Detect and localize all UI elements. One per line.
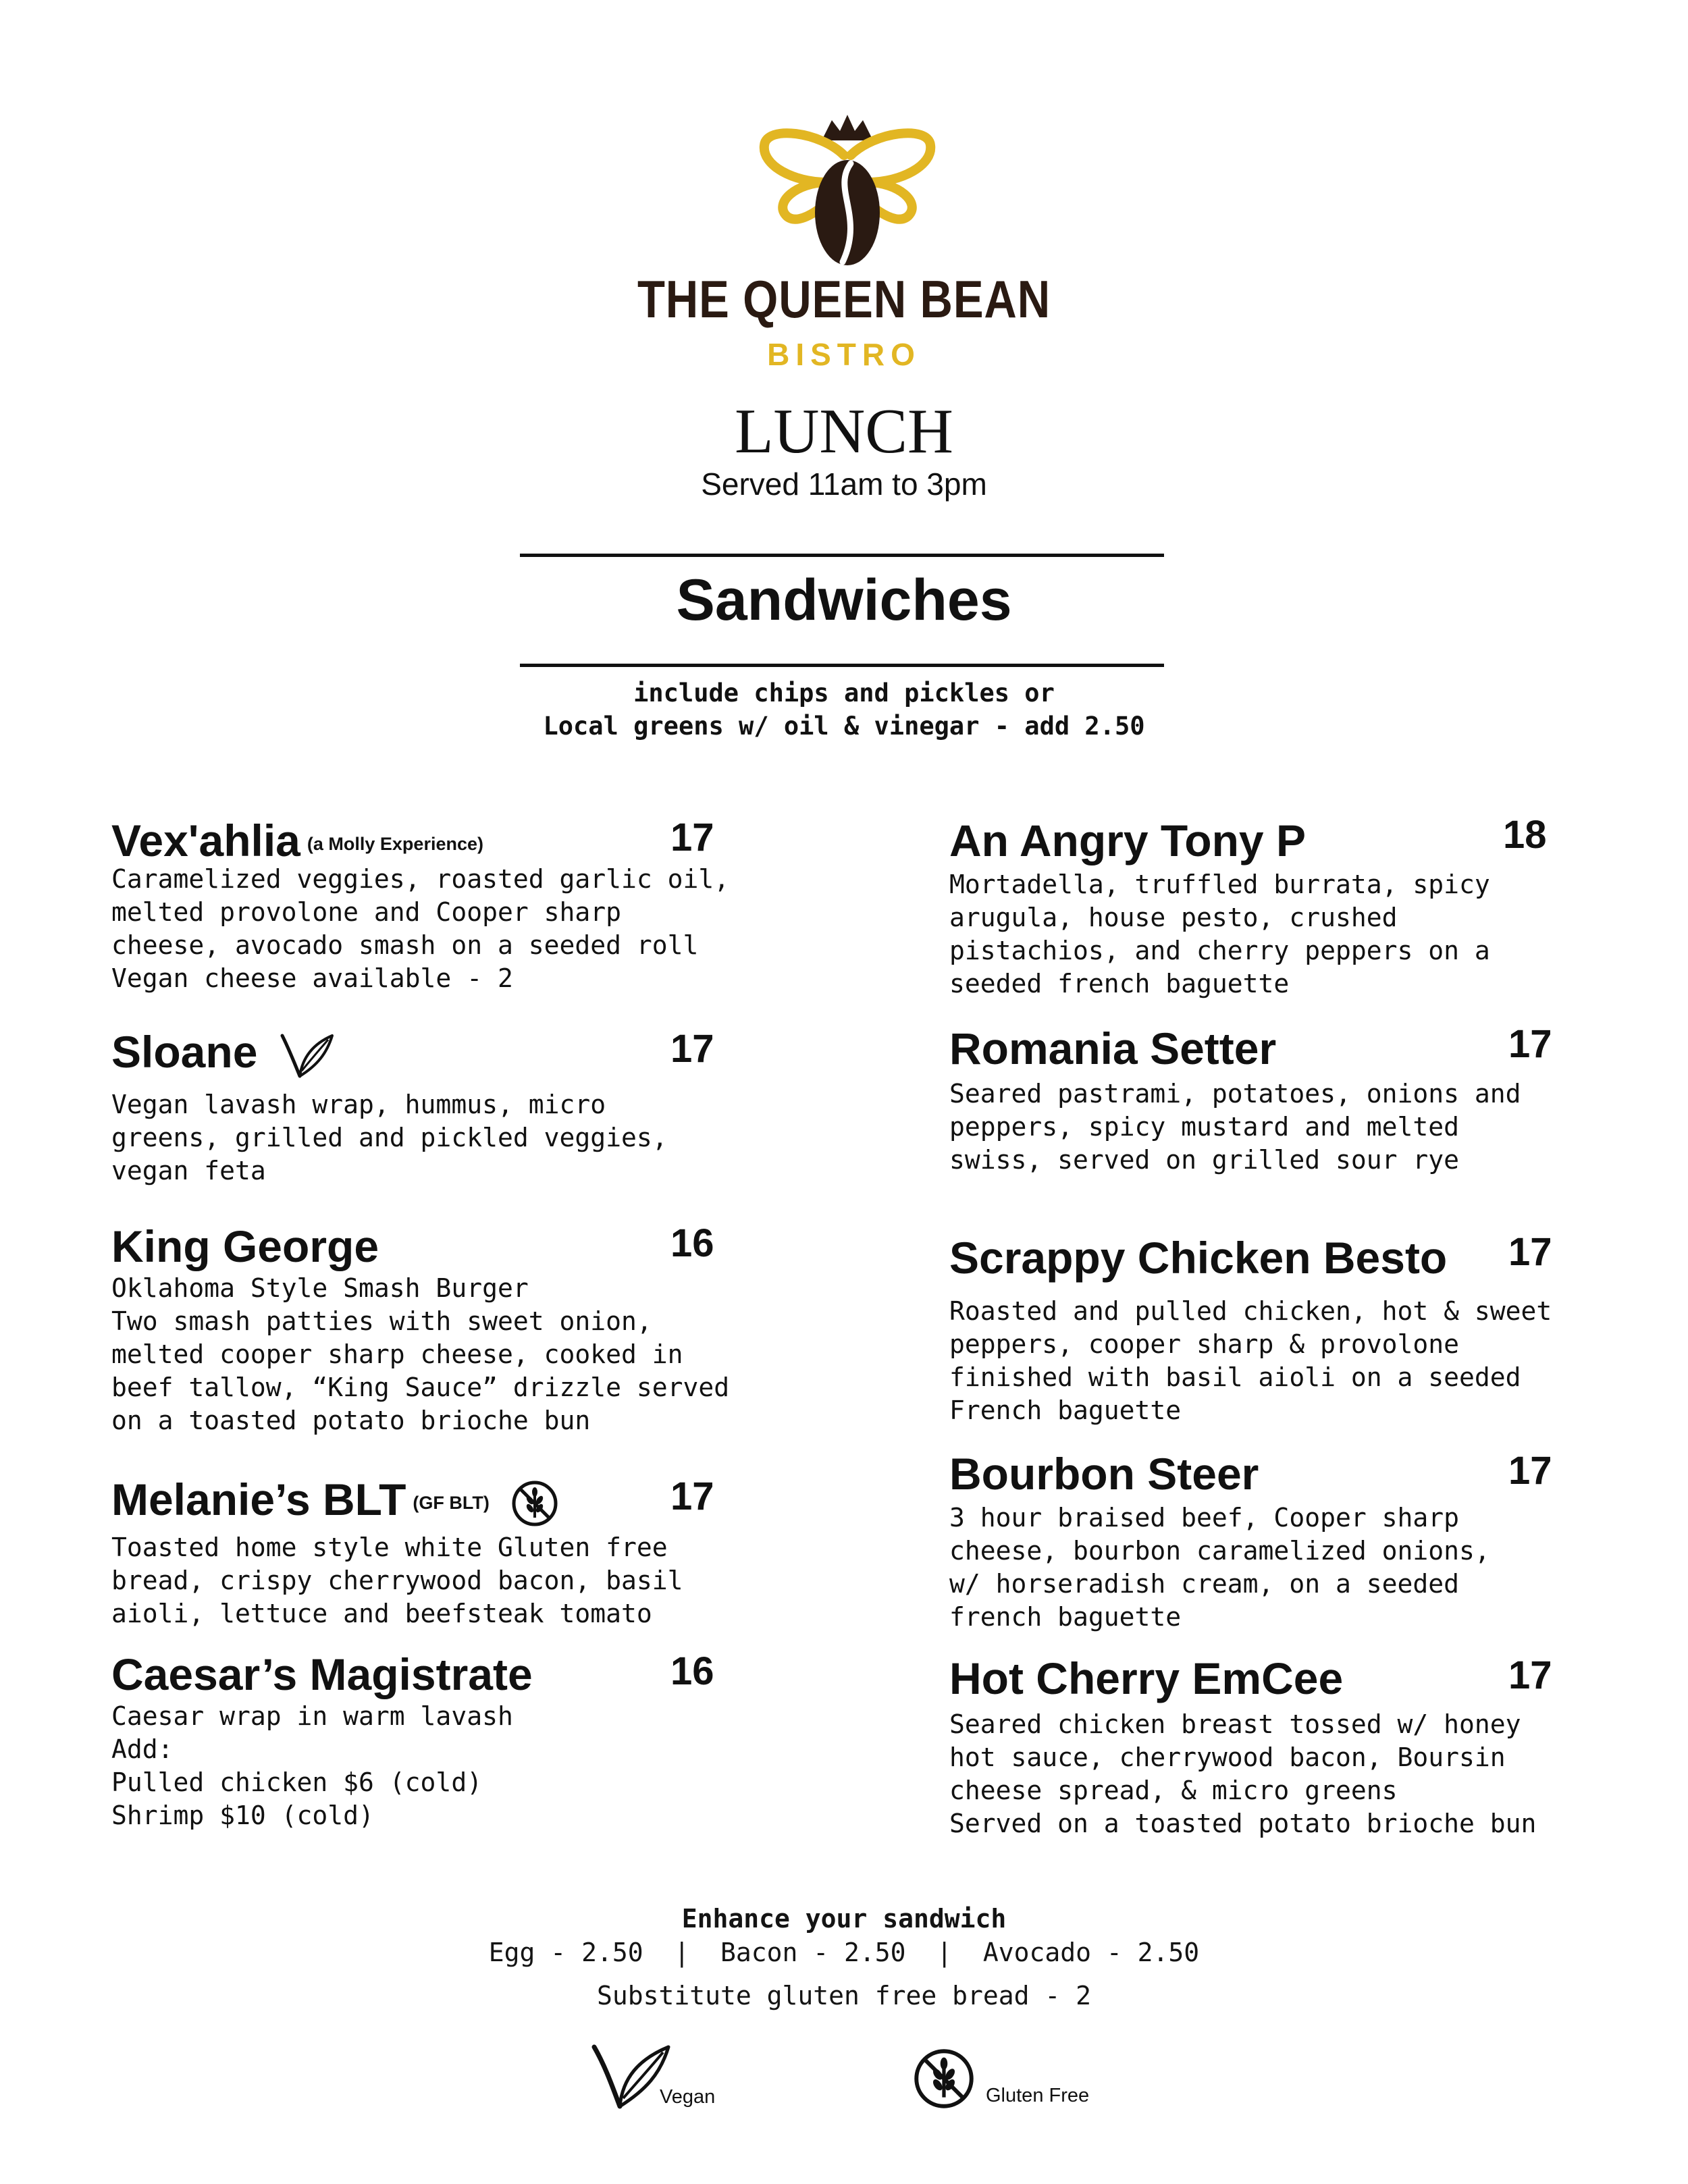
sides-note-line1: include chips and pickles or [633, 678, 1055, 708]
item-name: An Angry Tony P [949, 816, 1306, 865]
item-name: Romania Setter [949, 1023, 1277, 1073]
item-description: Toasted home style white Gluten free bread, crispy cherrywood bacon, basil aioli, lettuce and beefsteak tomato [111, 1533, 683, 1628]
item-price: 17 [670, 816, 714, 859]
legend-gluten-free-icon [913, 2048, 975, 2110]
item-name: Sloane [111, 1030, 335, 1079]
item-description: Mortadella, truffled burrata, spicy arugula, house pesto, crushed pistachios, and cherry peppers on a seeded french baguette [949, 870, 1490, 998]
top-divider [520, 554, 1164, 557]
item-price: 17 [670, 1474, 714, 1518]
item-description: Caramelized veggies, roasted garlic oil, melted provolone and Cooper sharp cheese, avocado smash on a seeded roll Vegan cheese available - 2 [111, 864, 730, 993]
legend-vegan-label: Vegan [660, 2086, 716, 2108]
bottom-divider [520, 664, 1164, 667]
menu-title: LUNCH [735, 396, 953, 467]
item-price: 16 [670, 1649, 714, 1693]
item-tag: (GF BLT) [413, 1493, 490, 1514]
item-price: 17 [1508, 1230, 1552, 1274]
sides-note-line2: Local greens w/ oil & vinegar - add 2.50 [543, 712, 1145, 741]
item-price: 17 [670, 1027, 714, 1071]
item-name: Vex'ahlia (a Molly Experience) [111, 816, 483, 865]
section-title: Sandwiches [676, 568, 1012, 633]
enhance-title: Enhance your sandwich [681, 1904, 1007, 1934]
legend-gluten-free-label: Gluten Free [986, 2085, 1090, 2106]
item-name: King George [111, 1221, 379, 1271]
item-description: Roasted and pulled chicken, hot & sweet peppers, cooper sharp & provolone finished with basil aioli on a seeded French baguette [949, 1296, 1552, 1425]
vegan-leaf-icon [280, 1033, 335, 1079]
item-price: 16 [670, 1221, 714, 1265]
item-tag: (a Molly Experience) [307, 834, 483, 855]
item-description: Caesar wrap in warm lavash Add: Pulled chicken $6 (cold) Shrimp $10 (cold) [111, 1701, 513, 1830]
item-name: Caesar’s Magistrate [111, 1649, 533, 1699]
item-name: Bourbon Steer [949, 1449, 1259, 1499]
item-price: 17 [1508, 1653, 1552, 1697]
served-hours: Served 11am to 3pm [701, 467, 987, 502]
queen-bean-logo-icon [756, 115, 939, 270]
item-price: 17 [1508, 1449, 1552, 1493]
item-description: Oklahoma Style Smash Burger Two smash patties with sweet onion, melted cooper sharp cheese, cooked in beef tallow, “King Sauce” drizzle served on a toasted potato brioche bun [111, 1273, 730, 1435]
brand-subtitle: BISTRO [767, 337, 921, 372]
item-description: Seared pastrami, potatoes, onions and peppers, spicy mustard and melted swiss, served on grilled sour rye [949, 1079, 1521, 1175]
item-description: Seared chicken breast tossed w/ honey hot sauce, cherrywood bacon, Boursin cheese spread, & micro greens Served on a toasted potato brioche bun [949, 1709, 1537, 1838]
item-name: Hot Cherry EmCee [949, 1653, 1344, 1703]
item-description: 3 hour braised beef, Cooper sharp cheese, bourbon caramelized onions, w/ horseradish cream, on a seeded french baguette [949, 1503, 1490, 1632]
brand-name: THE QUEEN BEAN [637, 269, 1051, 329]
enhance-options: Egg - 2.50 | Bacon - 2.50 | Avocado - 2.50 [488, 1938, 1200, 1967]
item-description: Vegan lavash wrap, hummus, micro greens, grilled and pickled veggies, vegan feta [111, 1090, 668, 1186]
item-price: 18 [1503, 813, 1547, 857]
gluten-free-icon [511, 1480, 558, 1527]
item-name: Melanie’s BLT (GF BLT) [111, 1477, 558, 1527]
item-name: Scrappy Chicken Besto [949, 1233, 1448, 1283]
item-price: 17 [1508, 1022, 1552, 1066]
enhance-substitute: Substitute gluten free bread - 2 [596, 1981, 1092, 2010]
